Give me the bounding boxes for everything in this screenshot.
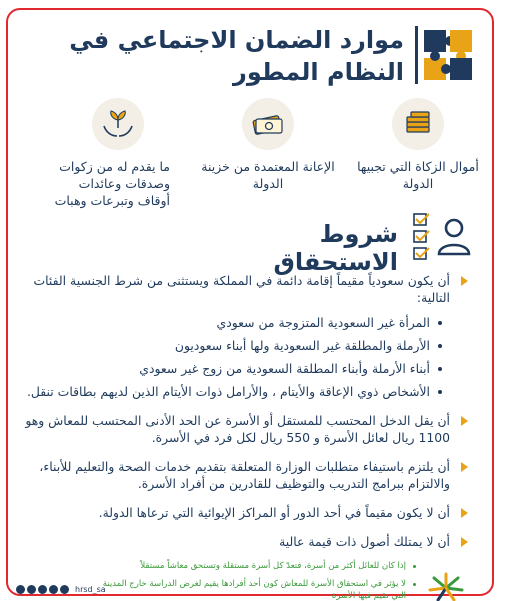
condition-item [16,412,468,446]
banknotes-icon [242,98,294,150]
exception-list [16,314,450,400]
condition-text: أن يقل الدخل المحتسب للمستقل أو الأسرة عن الحد الأدنى المحتسب للمعاش وهو 1100 ريال لعائل الأسرة و 550 ريال لكل فرد في الأسرة. [25,413,450,445]
header-divider [415,26,418,84]
header [14,20,474,90]
conditions-list [16,272,468,550]
checklist-icon [412,212,432,262]
facebook-icon[interactable] [49,585,58,594]
resource-state-aid [198,98,338,218]
card-frame [6,8,494,601]
exception-item: أبناء الأرملة وأبناء المطلقة السعودية من زوج غير سعودي [16,360,442,377]
condition-text: أن لا يكون مقيماً في أحد الدور أو المراكز الإيوائية التي ترعاها الدولة. [98,505,450,520]
resource-label: الإعانة المعتمدة من خزينة الدولة [201,159,335,191]
condition-item [16,272,468,400]
arrow-bullet-icon [461,508,468,518]
arrow-bullet-icon [461,537,468,547]
notes [96,560,416,601]
resource-label: ما يقدم له من زكوات وصدقات وعائدات أوقاف وتبرعات وهبات [54,159,170,208]
condition-text: أن يلتزم باستيفاء متطلبات الوزارة المتعلقة بتقديم خدمات الصحة والتعليم للأبناء، والالتزام ببرامج التدريب والتوظيف للقادرين من أفراد الأسرة. [39,459,450,491]
ministry-logo-icon [426,570,466,601]
youtube-icon[interactable] [38,585,47,594]
snapchat-icon[interactable] [16,585,25,594]
condition-item [16,504,468,521]
exception-item: المرأة غير السعودية المتزوجة من سعودي [16,314,442,331]
condition-item [16,458,468,492]
condition-text: أن يكون سعودياً مقيماً إقامة دائمة في المملكة ويستثنى من شرط الجنسية الفئات التالية: [33,273,450,305]
resource-zakat [348,98,488,218]
resource-donations [48,98,188,218]
condition-text: أن لا يمتلك أصول ذات قيمة عالية [279,534,450,549]
resources-row [38,98,488,218]
section-title: شروط الاستحقاق [273,220,398,276]
note-item: إذا كان للعائل أكثر من أسرة، فتعدّ كل أسرة مستقلة وتستحق معاشاً مستقلاً [96,560,416,572]
eligibility-heading [212,210,472,276]
social-handle[interactable]: hrsd_sa [75,584,106,594]
arrow-bullet-icon [461,462,468,472]
exception-item: الأشخاص ذوي الإعاقة والأيتام ، والأرامل ذوات الأيتام الذين لديهم بطاقات تنقل. [16,383,442,400]
twitter-icon[interactable] [60,585,69,594]
coins-stack-icon [392,98,444,150]
arrow-bullet-icon [461,276,468,286]
person-icon [436,216,472,256]
page-title: موارد الضمان الاجتماعي في النظام المطور [69,26,404,86]
social-footer [16,583,106,595]
puzzle-icon [422,26,474,84]
note-item: لا يؤثر في استحقاق الأسرة للمعاش كون أحد أفرادها يقيم لغرض الدراسة خارج المدينة التي تقيم فيها الأسرة [96,578,416,601]
hands-plant-icon [92,98,144,150]
arrow-bullet-icon [461,416,468,426]
resource-label: أموال الزكاة التي تجبيها الدولة [357,159,479,191]
instagram-icon[interactable] [27,585,36,594]
condition-item [16,533,468,550]
exception-item: الأرملة والمطلقة غير السعودية ولها أبناء سعوديون [16,337,442,354]
